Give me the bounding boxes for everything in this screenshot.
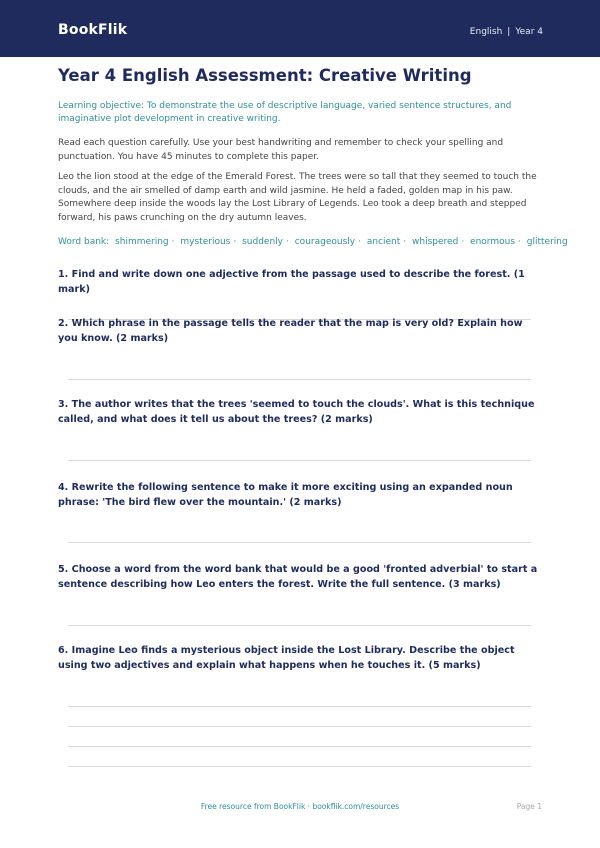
word-bank-word: suddenly bbox=[242, 237, 283, 247]
subject-label: English bbox=[469, 27, 503, 37]
word-bank-word: whispered bbox=[412, 237, 459, 247]
word-bank-label: Word bank: bbox=[58, 237, 110, 247]
year-label: Year 4 bbox=[515, 27, 543, 37]
question-5: 5. Choose a word from the word bank that would be a good 'fronted adverbial' to start a sentence describing how Leo enters the forest. Write the full sentence. (3 marks) bbox=[58, 564, 538, 590]
page-title: Year 4 English Assessment: Creative Writing bbox=[58, 66, 472, 85]
question-2: 2. Which phrase in the passage tells the reader that the map is very old? Explain how you know. (2 marks) bbox=[58, 318, 523, 344]
footer-text: Free resource from BookFlik · bookflik.com/resources bbox=[200, 802, 400, 811]
learning-objective: Learning objective: To demonstrate the use of descriptive language, varied sentence structures, and imaginative plot development in creative writing. bbox=[58, 101, 512, 124]
question-6: 6. Imagine Leo finds a mysterious object inside the Lost Library. Describe the object using two adjectives and explain what happens when he touches it. (5 marks) bbox=[58, 645, 515, 671]
header-separator: | bbox=[507, 27, 511, 37]
word-bank bbox=[58, 237, 568, 247]
answer-line-q3[interactable] bbox=[68, 460, 531, 461]
word-bank-word: glittering bbox=[526, 237, 568, 247]
answer-line-q2[interactable] bbox=[68, 379, 531, 380]
word-separator: · bbox=[285, 237, 289, 247]
word-separator: · bbox=[233, 237, 237, 247]
brand-logo-text: BookFlik bbox=[58, 22, 128, 38]
instructions-text: Read each question carefully. Use your best handwriting and remember to check your spelling and punctuation. You have 45 minutes to complete this paper. bbox=[58, 138, 504, 162]
word-separator: · bbox=[358, 237, 361, 247]
word-separator: · bbox=[403, 237, 407, 247]
answer-line-q6[interactable] bbox=[68, 706, 531, 707]
word-bank-word: shimmering bbox=[115, 237, 169, 247]
question-3: 3. The author writes that the trees 'seemed to touch the clouds'. What is this technique called, and what does it tell us about the trees? (2 marks) bbox=[58, 399, 535, 425]
question-1: 1. Find and write down one adjective from the passage used to describe the forest. (1 mark) bbox=[58, 269, 525, 295]
word-bank-word: ancient bbox=[366, 237, 401, 247]
page-number: Page 1 bbox=[516, 802, 542, 811]
answer-line-q6[interactable] bbox=[68, 766, 531, 767]
word-bank-word: enormous bbox=[470, 237, 516, 247]
answer-line-q4[interactable] bbox=[68, 542, 531, 543]
word-bank-word: mysterious bbox=[180, 237, 231, 247]
word-separator: · bbox=[461, 237, 465, 247]
answer-line-q5[interactable] bbox=[68, 625, 531, 626]
header-meta bbox=[470, 27, 543, 37]
word-separator: · bbox=[518, 237, 521, 247]
passage-text: Leo the lion stood at the edge of the Emerald Forest. The trees were so tall that they seemed to touch the clouds, and the air smelled of damp earth and wild jasmine. He held a faded, golden map in his paw. Somewhere deep inside the woods lay the Lost Library of Legends. Leo took a deep breath and stepped forward, his paws crunching on the dry autumn leaves. bbox=[58, 172, 537, 223]
answer-line-q6[interactable] bbox=[68, 746, 531, 747]
header-bar bbox=[0, 0, 600, 57]
answer-line-q6[interactable] bbox=[68, 726, 531, 727]
word-bank-word: courageously bbox=[294, 237, 356, 247]
word-separator: · bbox=[171, 237, 175, 247]
question-4: 4. Rewrite the following sentence to make it more exciting using an expanded noun phrase: 'The bird flew over the mountain.' (2 marks) bbox=[58, 482, 513, 508]
